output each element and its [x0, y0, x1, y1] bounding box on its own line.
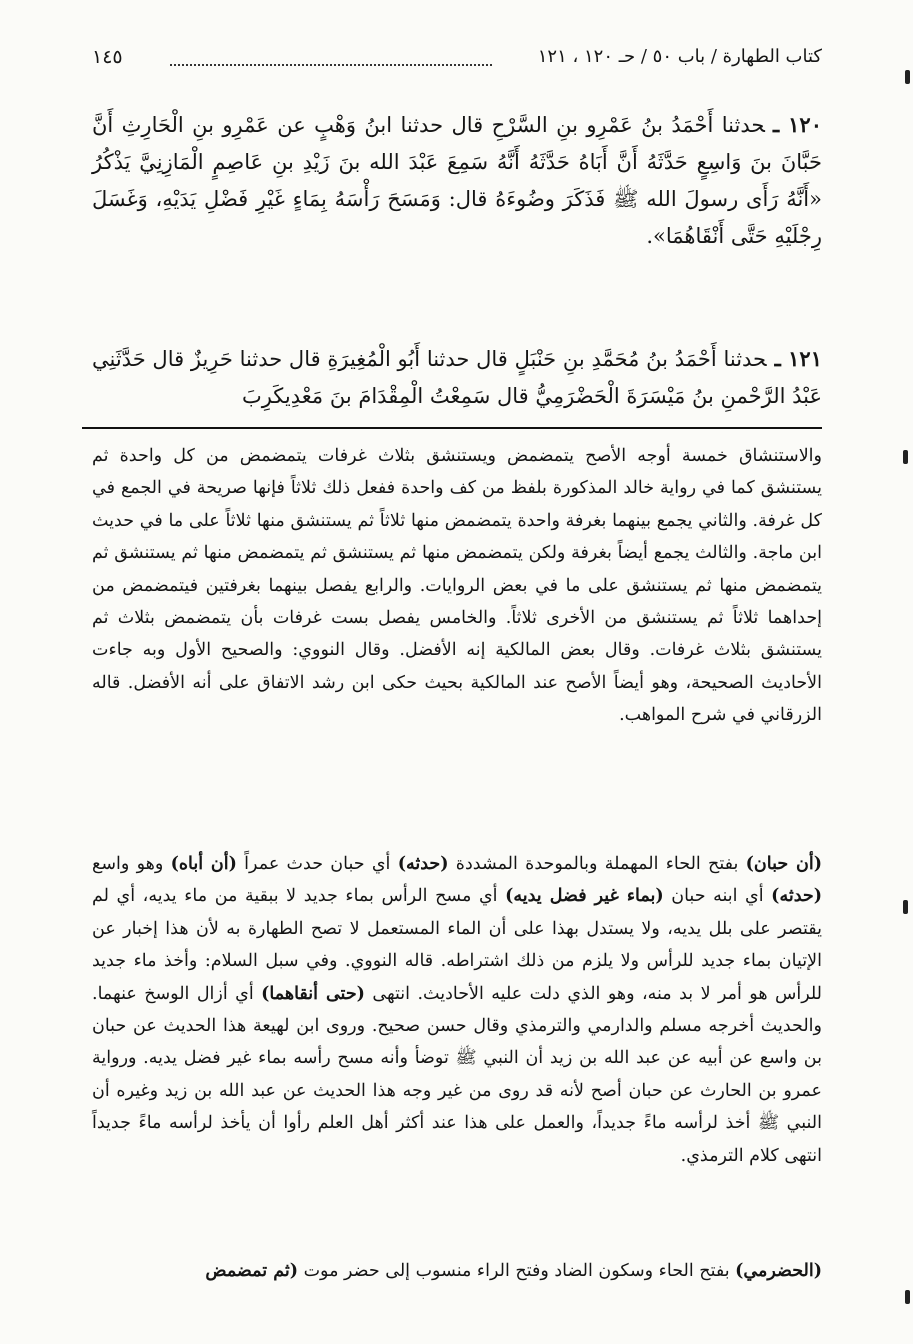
gloss: أي أزال الوسخ عنهما. والحديث أخرجه مسلم والدارمي والترمذي وقال حسن صحيح. وروى ابن لهيعة هذا الحديث عن حبان بن واسع عن أبيه عن عبد الله بن زيد أن النبي ﷺ توضأ وأنه مسح رأسه بماء غير فضل يديه. ورواية عمرو بن الحارث عن حبان أصح لأنه قد روى من غير وجه هذا الحديث عن عبد الله بن زيد وغيره أن النبي ﷺ أخذ لرأسه ماءً جديداً، والعمل على هذا عند أكثر أهل العلم رأوا أن يأخذ لرأسه ماءً جديداً انتهى كلام الترمذي. [92, 983, 822, 1166]
gloss: وهو واسع [92, 854, 171, 874]
chapter-title: كتاب الطهارة / باب ٥٠ / حـ ١٢٠ ، ١٢١ [537, 46, 822, 67]
lemma: (حدثه) [397, 854, 449, 874]
gloss: أي ابنه حبان [663, 886, 772, 907]
hadith-number: ١٢١ ـ [774, 346, 822, 371]
running-header [92, 40, 822, 80]
gloss: أي مسح الرأس بماء جديد لا ببقية من ماء يديه، أي لم يقتصر على بلل يديه، ولا يستدل بهذا على أن الماء المستعمل لا تصح الطهارة به لأن هذا إخبار عن الإتيان بماء جديد للرأس ولا يلزم من ذلك اشتراطه. قاله النووي. وفي سبل السلام: وأخذ ماء جديد للرأس هو أمر لا بد منه، وهو الذي دلت عليه الأحاديث. انتهى [92, 886, 822, 1004]
gloss: أي حبان حدث عمراً [236, 854, 398, 874]
hadith-text: حدثنا أَحْمَدُ بنُ مُحَمَّدِ بنِ حَنْبَلٍ قال حدثنا أَبُو الْمُغِيرَةِ قال حدثنا حَرِيزٌ قال حَدَّثَنِي عَبْدُ الرَّحْمنِ بنُ مَيْسَرَةَ الْحَضْرَمِيُّ قال سَمِعْتُ الْمِقْدَامَ بنَ مَعْدِيكَرِبَ [92, 347, 822, 408]
scan-edge-mark [905, 1290, 910, 1304]
dotted-leader [170, 64, 492, 66]
lemma: (حتى أنقاهما) [261, 983, 365, 1004]
hadith-121 [92, 340, 822, 415]
lemma: (ثم تمضمض [205, 1261, 298, 1281]
hadith-120 [92, 106, 822, 255]
document-page [92, 40, 822, 1310]
gloss: بفتح الحاء وسكون الضاد وفتح الراء منسوب إلى حضر موت [298, 1261, 736, 1281]
commentary-paragraph-3 [92, 1255, 822, 1287]
lemma: (الحضرمي) [735, 1261, 822, 1281]
gloss: بفتح الحاء المهملة وبالموحدة المشددة [448, 854, 746, 874]
hadith-number: ١٢٠ ـ [772, 112, 822, 137]
lemma: (بماء غير فضل يديه) [505, 886, 664, 907]
scan-edge-mark [903, 450, 908, 464]
commentary-paragraph-1 [92, 440, 822, 732]
hadith-text: حدثنا أَحْمَدُ بنُ عَمْرِو بنِ السَّرْحِ قال حدثنا ابنُ وَهْبٍ عن عَمْرِو بنِ الْحَارِثِ أَنَّ حَبَّانَ بنَ وَاسِعٍ حَدَّثَهُ أَنَّ أَبَاهُ حَدَّثَهُ أَنَّهُ سَمِعَ عَبْدَ الله بنَ زَيْدِ بنِ عَاصِمٍ الْمَازِنِيَّ يَذْكُرُ «أَنَّهُ رَأَى رسولَ الله ﷺ فَذَكَرَ وضُوءَهُ قال: وَمَسَحَ رَأْسَهُ بِمَاءٍ غَيْرِ فَضْلِ يَدَيْهِ، وَغَسَلَ رِجْلَيْهِ حَتَّى أَنْقَاهُمَا». [92, 113, 822, 248]
page-number: ١٤٥ [92, 46, 123, 68]
scan-edge-mark [905, 70, 910, 84]
commentary-paragraph-2 [92, 848, 822, 1172]
scan-edge-mark [903, 900, 908, 914]
lemma: (أن أباه) [170, 854, 237, 874]
lemma: (حدثه) [771, 886, 822, 907]
commentary-text: والاستنشاق خمسة أوجه الأصح يتمضمض ويستنشق بثلاث غرفات يتمضمض من كل واحدة ثم يستنشق كما في رواية خالد المذكورة بلفظ من كف واحدة ففعل ذلك ثلاثاً فإنها صريحة في الجمع في كل غرفة. والثاني يجمع بينهما بغرفة واحدة يتمضمض منها ثلاثاً ثم يستنشق منها ثلاثاً على ما في حديث ابن ماجة. والثالث يجمع أيضاً بغرفة ولكن يتمضمض منها ثم يستنشق ثم يتمضمض منها ثم يستنشق ثم يتمضمض منها ثم يستنشق على ما في بعض الروايات. والرابع يفصل بينهما بغرفتين فيتمضمض من إحداهما ثلاثاً ثم يستنشق من الأخرى ثلاثاً. والخامس يفصل بست غرفات بأن يتمضمض بثلاث ثم يستنشق بثلاث غرفات. وقال بعض المالكية إنه الأفضل. وقال النووي: والصحيح الأول وبه جاءت الأحاديث الصحيحة، وهو أيضاً الأصح عند المالكية بحيث حكى ابن رشد الاتفاق على أنه الأفضل. قاله الزرقاني في شرح المواهب. [92, 446, 822, 726]
footnote-divider [88, 427, 822, 429]
lemma: (أن حبان) [745, 854, 822, 874]
